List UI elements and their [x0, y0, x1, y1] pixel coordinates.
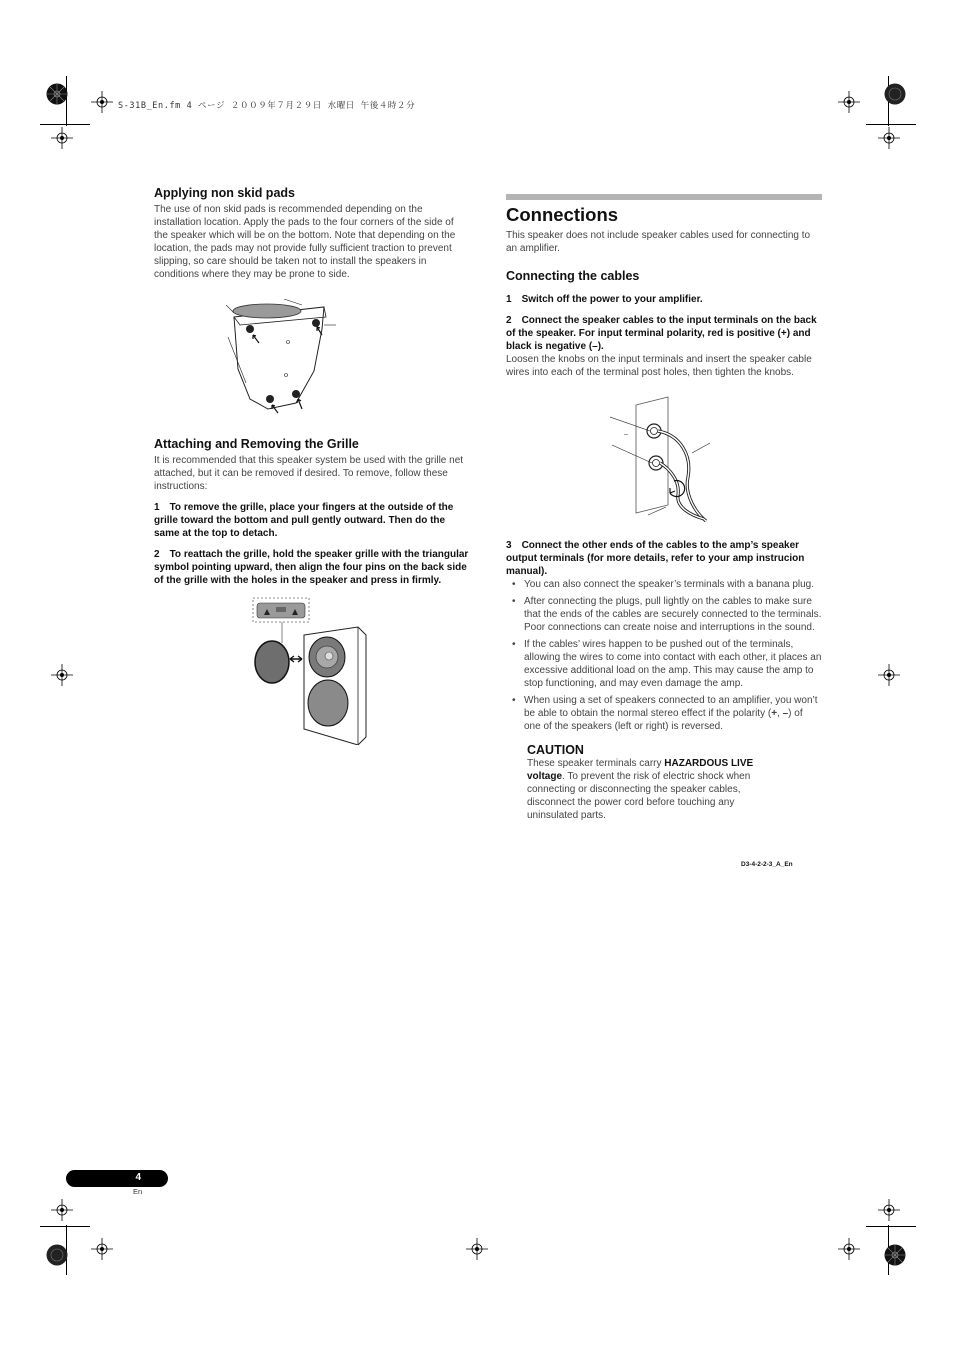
grille-attach-illustration: [252, 597, 372, 745]
skid-pads-body: The use of non skid pads is recommended depending on the installation location. Apply the pads to the four corners of the side of the speaker which will be on the bottom. Note that depending on the location, the pads may not provide fully sufficient traction to prevent slipping, so care should be taken not to install the speakers in conditions where they may be prone to side.: [154, 204, 456, 280]
crop-line: [40, 124, 90, 125]
file-stamp: S-31B_En.fm 4 ページ ２００９年７月２９日 水曜日 午後４時２分: [118, 101, 416, 111]
crop-line: [866, 124, 916, 125]
crosshair-icon: [51, 1199, 73, 1221]
list-item-text: ) of one of the speakers (left or right) is reversed.: [524, 708, 803, 732]
caution-title: CAUTION: [527, 743, 584, 757]
separator: ,: [777, 708, 783, 719]
terminal-drawing: [610, 395, 714, 523]
caution-text-a: These speaker terminals carry: [527, 758, 665, 769]
list-item-text: When using a set of speakers connected to an amplifier, you won’t be able to obtain the normal stereo effect if the polarity (: [524, 695, 818, 719]
list-item: [524, 694, 822, 733]
step-text: To remove the grille, place your fingers at the outside of the grille toward the bottom and pull gently outward. Then do the same at the top to detach.: [154, 502, 454, 539]
step-number: 1: [154, 502, 160, 513]
step-text: Connect the other ends of the cables to the amp’s speaker output terminals (for more details, refer to your amp instrucion manual).: [506, 540, 805, 577]
terminal-illustration: [610, 395, 714, 523]
crosshair-icon: [878, 1199, 900, 1221]
radial-target-icon: [884, 83, 906, 105]
step-number: 3: [506, 540, 512, 551]
crosshair-icon: [51, 664, 73, 686]
step-number: 1: [506, 294, 512, 305]
radial-target-icon: [46, 1244, 68, 1266]
crop-line: [866, 1226, 916, 1227]
crosshair-icon: [838, 91, 860, 113]
crosshair-icon: [91, 91, 113, 113]
caution-text: [527, 757, 777, 822]
cables-heading: Connecting the cables: [506, 269, 640, 283]
cables-step-2-body: Loosen the knobs on the input terminals and insert the speaker cable wires into each of the terminal post holes, then tighten the knobs.: [506, 354, 812, 378]
radial-target-icon: [884, 1244, 906, 1266]
list-item: • If the cables’ wires happen to be pushed out of the terminals, allowing the wires to come into contact with each other, it places an excessive additional load on the amp. This may cause the amp to stop functioning, and may even damage the amp.: [524, 638, 822, 690]
grille-body: It is recommended that this speaker system be used with the grille net attached, but it can be removed if desired. To remove, follow these instructions:: [154, 455, 464, 492]
section-bar: [506, 194, 822, 200]
notes-list: [506, 578, 822, 733]
step-text: To reattach the grille, hold the speaker grille with the triangular symbol pointing upward, then align the four pins on the back side of the grille with the holes in the speaker and press in firmly.: [154, 549, 469, 586]
step-number: 2: [506, 315, 512, 326]
crosshair-icon: [878, 127, 900, 149]
radial-target-icon: [46, 83, 68, 105]
step-number: 2: [154, 549, 160, 560]
grille-step-2: [154, 548, 470, 587]
crosshair-icon: [91, 1238, 113, 1260]
crop-line: [40, 1226, 90, 1227]
crosshair-icon: [838, 1238, 860, 1260]
right-column: [506, 194, 822, 868]
list-item: • After connecting the plugs, pull lightly on the cables to make sure that the ends of the cables are securely connected to the terminals. Poor connections can create noise and interruptions in the sound.: [524, 595, 822, 634]
cables-step-1: [506, 293, 822, 306]
crosshair-icon: [878, 664, 900, 686]
language-label: En: [133, 1187, 143, 1196]
page-number-badge: [66, 1170, 168, 1187]
step-text: Connect the speaker cables to the input terminals on the back of the speaker. For input terminal polarity, red is positive (+) and black is negative (–).: [506, 315, 817, 352]
page-number: 4: [135, 1172, 141, 1183]
grille-heading: Attaching and Removing the Grille: [154, 437, 359, 451]
crosshair-icon: [51, 127, 73, 149]
cables-step-3: [506, 539, 822, 578]
caution-hazard: HAZARDOUS LIVE voltage: [527, 758, 754, 782]
skid-pads-heading: Applying non skid pads: [154, 186, 295, 200]
crosshair-icon: [466, 1238, 488, 1260]
list-item: • You can also connect the speaker’s terminals with a banana plug.: [524, 578, 822, 591]
connections-intro: This speaker does not include speaker cables used for connecting to an amplifier.: [506, 230, 811, 254]
left-column: [154, 186, 470, 745]
minus-symbol: –: [782, 708, 789, 719]
connections-title: Connections: [506, 204, 619, 225]
minus-label: –: [624, 431, 628, 438]
caution-box: [527, 743, 801, 868]
caution-text-b: . To prevent the risk of electric shock when connecting or disconnecting the speaker cables, disconnect the power cord before touching any uninsulated parts.: [527, 771, 751, 821]
speaker-bottom-illustration: [226, 299, 338, 417]
step-text: Switch off the power to your amplifier.: [521, 294, 703, 305]
caution-code: D3-4-2-2-3_A_En: [741, 861, 793, 868]
grille-step-1: [154, 501, 470, 540]
plus-symbol: +: [771, 708, 778, 719]
cables-step-2: [506, 314, 822, 353]
